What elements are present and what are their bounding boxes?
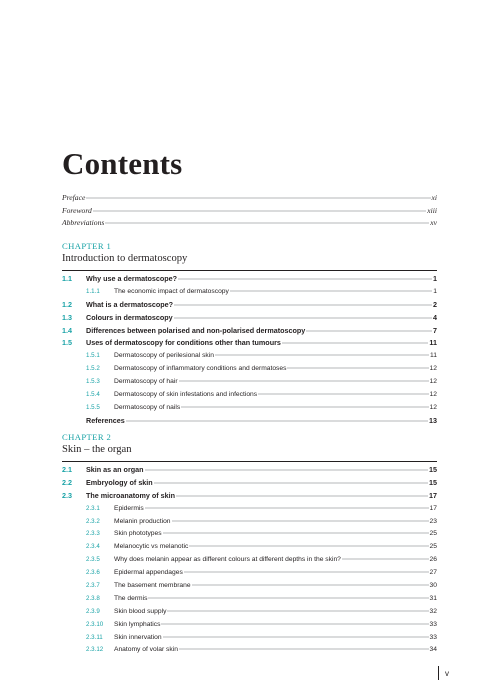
dot-leader [145, 504, 429, 510]
toc-entry[interactable] [62, 274, 437, 287]
toc-entry-label: The economic impact of dermatoscopy [114, 287, 229, 295]
toc-entry-label: The basement membrane [114, 582, 191, 590]
toc-entry-label: Skin blood supply [114, 607, 167, 615]
toc-entry-page: xv [430, 218, 437, 227]
toc-entry[interactable] [62, 287, 437, 300]
toc-entry-number: 2.3.4 [86, 543, 100, 551]
dot-leader [184, 568, 429, 574]
toc-entry-number: 2.3.2 [86, 517, 100, 525]
toc-entry-page: 17 [429, 490, 437, 500]
dot-leader [174, 301, 432, 307]
chapter-label: CHAPTER 2 [62, 432, 112, 442]
toc-entry-page: 17 [429, 504, 437, 512]
toc-entry-number: 1.1 [62, 274, 72, 283]
toc-entry[interactable] [62, 300, 437, 313]
toc-entry-number: 2.1 [62, 465, 72, 474]
toc-entry-page: 26 [429, 556, 437, 564]
dot-leader [148, 594, 428, 600]
toc-entry-page: 33 [429, 620, 437, 628]
toc-entry-preface[interactable] [62, 193, 437, 206]
dot-leader [176, 492, 428, 498]
toc-entry-label: Dermatoscopy of inflammatory conditions and dermatoses [114, 365, 287, 373]
toc-entry-page: 33 [429, 633, 437, 641]
toc-entry-number: 1.5.1 [86, 352, 100, 360]
toc-entry-label: Dermatoscopy of hair [114, 378, 178, 386]
toc-entry-number: 2.3.6 [86, 569, 100, 577]
toc-entry-page: 13 [429, 415, 437, 425]
toc-entry-page: xi [431, 193, 437, 202]
toc-entry[interactable] [62, 607, 437, 620]
toc-entry-label: Abbreviations [62, 218, 105, 227]
toc-entry-label: Why use a dermatoscope? [86, 274, 178, 283]
toc-entry[interactable] [62, 326, 437, 339]
toc-entry-label: Why does melanin appear as different colours at different depths in the skin? [114, 556, 341, 564]
toc-entry[interactable] [62, 517, 437, 530]
dot-leader [93, 207, 426, 213]
toc-entry-page: 25 [429, 543, 437, 551]
toc-entry-label: Dermatoscopy of perilesional skin [114, 352, 214, 360]
toc-entry-label: Anatomy of volar skin [114, 646, 178, 654]
toc-entry-label: Dermatoscopy of nails [114, 403, 181, 411]
toc-entry-abbreviations[interactable] [62, 218, 437, 231]
toc-entry-label: Dermatoscopy of skin infestations and infections [114, 391, 258, 399]
toc-entry-label: Melanin production [114, 517, 171, 525]
toc-entry-number: 1.2 [62, 299, 72, 309]
chapter-label: CHAPTER 1 [62, 241, 112, 251]
toc-entry[interactable] [62, 377, 437, 390]
dot-leader [167, 607, 428, 613]
dot-leader [161, 620, 428, 626]
toc-entry-number: 2.3 [62, 490, 72, 500]
toc-entry-page: 25 [429, 530, 437, 538]
toc-entry-page: 1 [433, 287, 437, 295]
toc-entry-number: 1.5 [62, 338, 72, 348]
toc-entry-page: 1 [433, 274, 437, 283]
toc-entry-number: 1.1.1 [86, 287, 100, 295]
toc-entry[interactable] [62, 403, 437, 416]
toc-entry[interactable] [62, 620, 437, 633]
dot-leader [154, 479, 428, 485]
toc-entry-page: 12 [429, 391, 437, 399]
toc-entry[interactable] [62, 581, 437, 594]
toc-entry[interactable] [62, 568, 437, 581]
toc-entry-label: Uses of dermatoscopy for conditions other than tumours [86, 338, 281, 348]
toc-entry-page: 2 [433, 299, 437, 309]
dot-leader [306, 327, 432, 333]
toc-entry-number: 2.3.11 [86, 633, 103, 641]
dot-leader [342, 555, 429, 561]
toc-entry-number: 1.4 [62, 325, 72, 335]
toc-entry-number: 1.5.2 [86, 365, 100, 373]
toc-entry[interactable] [62, 313, 437, 326]
dot-leader [163, 529, 429, 535]
toc-entry-number: 2.3.3 [86, 530, 100, 538]
page-number: v [445, 669, 449, 678]
dot-leader [145, 466, 428, 472]
chapter-entry-list [62, 465, 437, 658]
toc-entry-label: Colours in dermatoscopy [86, 312, 173, 322]
toc-entry-page: 23 [429, 517, 437, 525]
toc-entry[interactable] [62, 504, 437, 517]
toc-entry-number: 2.3.5 [86, 556, 100, 564]
chapter-entry-list [62, 274, 437, 429]
toc-entry-page: 4 [433, 312, 437, 322]
toc-entry-number: 2.3.10 [86, 620, 104, 628]
toc-entry-page: 12 [429, 378, 437, 386]
toc-entry-label: Skin lymphatics [114, 620, 161, 628]
toc-entry-label: References [86, 415, 125, 425]
toc-entry-page: 12 [429, 365, 437, 373]
dot-leader [258, 390, 428, 396]
toc-entry-page: xiii [427, 205, 437, 215]
chapter-rule [62, 461, 437, 462]
dot-leader [192, 581, 429, 587]
toc-entry-page: 27 [429, 569, 437, 577]
toc-entry-number: 2.3.1 [86, 504, 100, 512]
toc-entry-number: 2.3.12 [86, 646, 104, 654]
toc-entry-page: 7 [433, 325, 437, 335]
page-number-divider [438, 666, 439, 680]
toc-entry[interactable] [62, 416, 437, 429]
toc-entry-number: 2.2 [62, 477, 72, 487]
toc-entry-page: 15 [429, 465, 437, 474]
toc-entry-label: Embryology of skin [86, 477, 153, 487]
toc-entry[interactable] [62, 338, 437, 351]
chapter-title: Skin – the organ [62, 444, 132, 455]
dot-leader [126, 417, 428, 423]
toc-entry[interactable] [62, 633, 437, 646]
toc-entry-page: 15 [429, 477, 437, 487]
page-title: Contents [62, 146, 183, 181]
chapter-title: Introduction to dermatoscopy [62, 253, 188, 264]
toc-entry-page: 12 [429, 403, 437, 411]
toc-entry[interactable] [62, 390, 437, 403]
toc-entry-label: Epidermal appendages [114, 569, 183, 577]
dot-leader [230, 287, 432, 293]
toc-entry-label: The dermis [114, 594, 148, 602]
toc-entry[interactable] [62, 645, 437, 658]
toc-entry-label: What is a dermatoscope? [86, 299, 174, 309]
toc-entry[interactable] [62, 555, 437, 568]
dot-leader [163, 633, 429, 639]
dot-leader [287, 364, 428, 370]
toc-entry[interactable] [62, 478, 437, 491]
toc-entry-number: 1.3 [62, 312, 72, 322]
toc-entry-number: 2.3.7 [86, 582, 100, 590]
toc-entry-number: 2.3.9 [86, 607, 100, 615]
toc-entry[interactable] [62, 491, 437, 504]
toc-entry-page: 32 [429, 607, 437, 615]
toc-entry-page: 11 [429, 338, 437, 348]
dot-leader [282, 339, 429, 345]
toc-entry[interactable] [62, 364, 437, 377]
toc-entry[interactable] [62, 594, 437, 607]
toc-entry-label: Skin as an organ [86, 465, 144, 474]
dot-leader [86, 194, 430, 200]
toc-entry-label: Skin phototypes [114, 530, 162, 538]
toc-entry-page: 34 [429, 646, 437, 654]
toc-entry[interactable] [62, 542, 437, 555]
toc-entry-label: Melanocytic vs melanotic [114, 543, 189, 551]
toc-entry-label: Differences between polarised and non-polarised dermatoscopy [86, 325, 306, 335]
toc-entry-number: 2.3.8 [86, 594, 100, 602]
toc-entry-page: 31 [429, 594, 437, 602]
dot-leader [178, 275, 432, 281]
toc-entry-label: Skin innervation [114, 633, 162, 641]
front-matter-list [62, 193, 437, 231]
toc-entry[interactable] [62, 529, 437, 542]
toc-entry-number: 1.5.4 [86, 391, 100, 399]
toc-entry-page: 30 [429, 582, 437, 590]
dot-leader [189, 542, 428, 548]
dot-leader [215, 351, 429, 357]
toc-entry-foreword[interactable] [62, 206, 437, 219]
toc-entry-page: 11 [430, 352, 437, 360]
toc-entry-label: Preface [62, 193, 86, 202]
dot-leader [181, 403, 428, 409]
dot-leader [105, 219, 429, 225]
dot-leader [179, 645, 429, 651]
toc-entry-label: The microanatomy of skin [86, 490, 176, 500]
dot-leader [172, 517, 429, 523]
dot-leader [179, 377, 429, 383]
toc-entry-label: Epidermis [114, 504, 144, 512]
toc-entry-number: 1.5.5 [86, 403, 100, 411]
toc-entry-label: Foreword [62, 205, 92, 215]
toc-entry-number: 1.5.3 [86, 378, 100, 386]
dot-leader [174, 314, 432, 320]
chapter-rule [62, 270, 437, 271]
toc-entry[interactable] [62, 351, 437, 364]
toc-entry[interactable] [62, 465, 437, 478]
